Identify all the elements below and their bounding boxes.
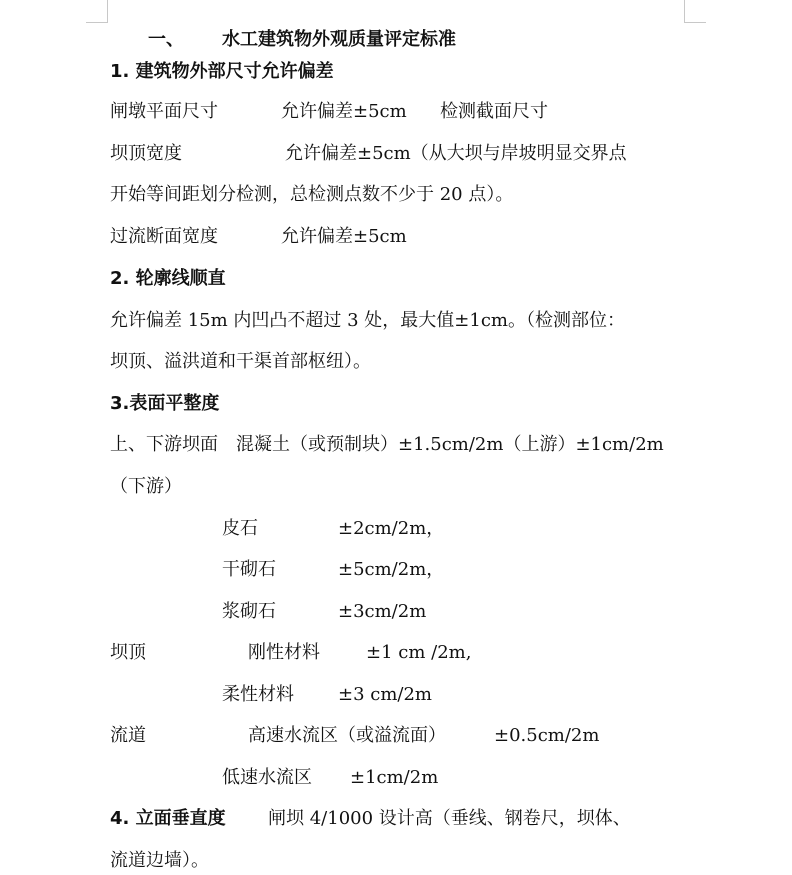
s1-line2-label: 坝顶宽度 <box>110 143 182 164</box>
s3-row4-material: 刚性材料 <box>248 642 320 663</box>
s3-row6-label: 流道 <box>110 725 146 746</box>
s3-row4-value: ±1 cm /2m, <box>366 642 472 663</box>
s3-row3-value: ±3cm/2m <box>338 601 427 622</box>
s3-row6-material: 高速水流区（或溢流面） <box>248 725 446 746</box>
s4-line2: 流道边墙）。 <box>110 850 209 871</box>
s4-line1: 闸坝 4/1000 设计高（垂线、钢卷尺，坝体、 <box>268 808 631 829</box>
section-2-heading: 2. 轮廓线顺直 <box>110 268 226 289</box>
s1-line2-tolerance: 允许偏差±5cm（从大坝与岸坡明显交界点 <box>285 143 627 164</box>
s3-row7-value: ±1cm/2m <box>350 767 439 788</box>
s2-line1: 允许偏差 15m 内凹凸不超过 3 处，最大值±1cm。（检测部位： <box>110 310 625 331</box>
section-3-heading: 3.表面平整度 <box>110 393 220 414</box>
s3-row2-material: 干砌石 <box>222 559 276 580</box>
s1-line4-label: 过流断面宽度 <box>110 226 218 247</box>
s3-line1: 上、下游坝面 混凝土（或预制块）±1.5cm/2m（上游）±1cm/2m <box>110 434 664 455</box>
s3-row6-value: ±0.5cm/2m <box>494 725 600 746</box>
s3-row2-value: ±5cm/2m， <box>338 559 445 580</box>
section-4-heading: 4. 立面垂直度 <box>110 808 226 829</box>
s1-line3: 开始等间距划分检测，总检测点数不少于 20 点）。 <box>110 184 514 205</box>
s1-line1-tolerance: 允许偏差±5cm <box>281 101 407 122</box>
doc-title-number: 一、 <box>148 29 184 50</box>
s3-row4-label: 坝顶 <box>110 642 146 663</box>
s3-row1-material: 皮石 <box>222 518 258 539</box>
s1-line4-tolerance: 允许偏差±5cm <box>281 226 407 247</box>
s3-row7-material: 低速水流区 <box>222 767 312 788</box>
s3-row3-material: 浆砌石 <box>222 601 276 622</box>
s3-row5-value: ±3 cm/2m <box>338 684 432 705</box>
s2-line2: 坝顶、溢洪道和干渠首部枢纽）。 <box>110 351 371 372</box>
s1-line1-label: 闸墩平面尺寸 <box>110 101 218 122</box>
corner-mark-right-vertical <box>684 0 685 22</box>
corner-mark-right-horizontal <box>684 22 706 23</box>
doc-title: 水工建筑物外观质量评定标准 <box>222 29 456 50</box>
section-1-heading: 1. 建筑物外部尺寸允许偏差 <box>110 61 334 82</box>
corner-mark-left-horizontal <box>86 22 108 23</box>
s3-row5-material: 柔性材料 <box>222 684 294 705</box>
corner-mark-left-vertical <box>107 0 108 22</box>
s3-row1-value: ±2cm/2m， <box>338 518 445 539</box>
s1-line1-note: 检测截面尺寸 <box>440 101 548 122</box>
s3-line2: （下游） <box>110 476 182 497</box>
